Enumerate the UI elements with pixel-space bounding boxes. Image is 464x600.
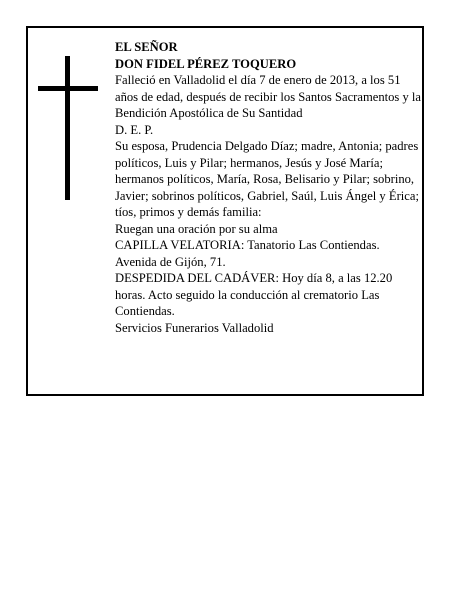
deceased-name: DON FIDEL PÉREZ TOQUERO <box>115 56 297 71</box>
farewell-info: DESPEDIDA DEL CADÁVER: Hoy día 8, a las 12.20 horas. Acto seguido la conducción al crematorio Las Contiendas. <box>115 271 393 318</box>
dep-line: D. E. P. <box>115 122 154 137</box>
obituary-notice <box>26 26 424 396</box>
cross-vertical-bar <box>65 56 70 200</box>
death-statement: Falleció en Valladolid el día 7 de enero de 2013, a los 51 años de edad, después de recibir los Santos Sacramentos y la Bendición Apostólica de Su Santidad <box>115 73 422 120</box>
cross-horizontal-bar <box>38 86 98 91</box>
prayer-request: Ruegan una oración por su alma <box>115 221 278 236</box>
funeral-services: Servicios Funerarios Valladolid <box>115 320 274 335</box>
title-line-1: EL SEÑOR <box>115 40 178 54</box>
cross-icon <box>38 56 100 200</box>
family-list: Su esposa, Prudencia Delgado Díaz; madre, Antonia; padres políticos, Luis y Pilar; hermanos, Jesús y José María; hermanos políticos, María, Rosa, Belisario y Pilar; sobrino, Javier; sobrinos políticos, Gabriel, Saúl, Luis Ángel y Érica; tíos, primos y demás familia: <box>115 139 419 219</box>
chapel-info: CAPILLA VELATORIA: Tanatorio Las Contiendas. Avenida de Gijón, 71. <box>115 238 380 269</box>
notice-text <box>115 39 421 336</box>
